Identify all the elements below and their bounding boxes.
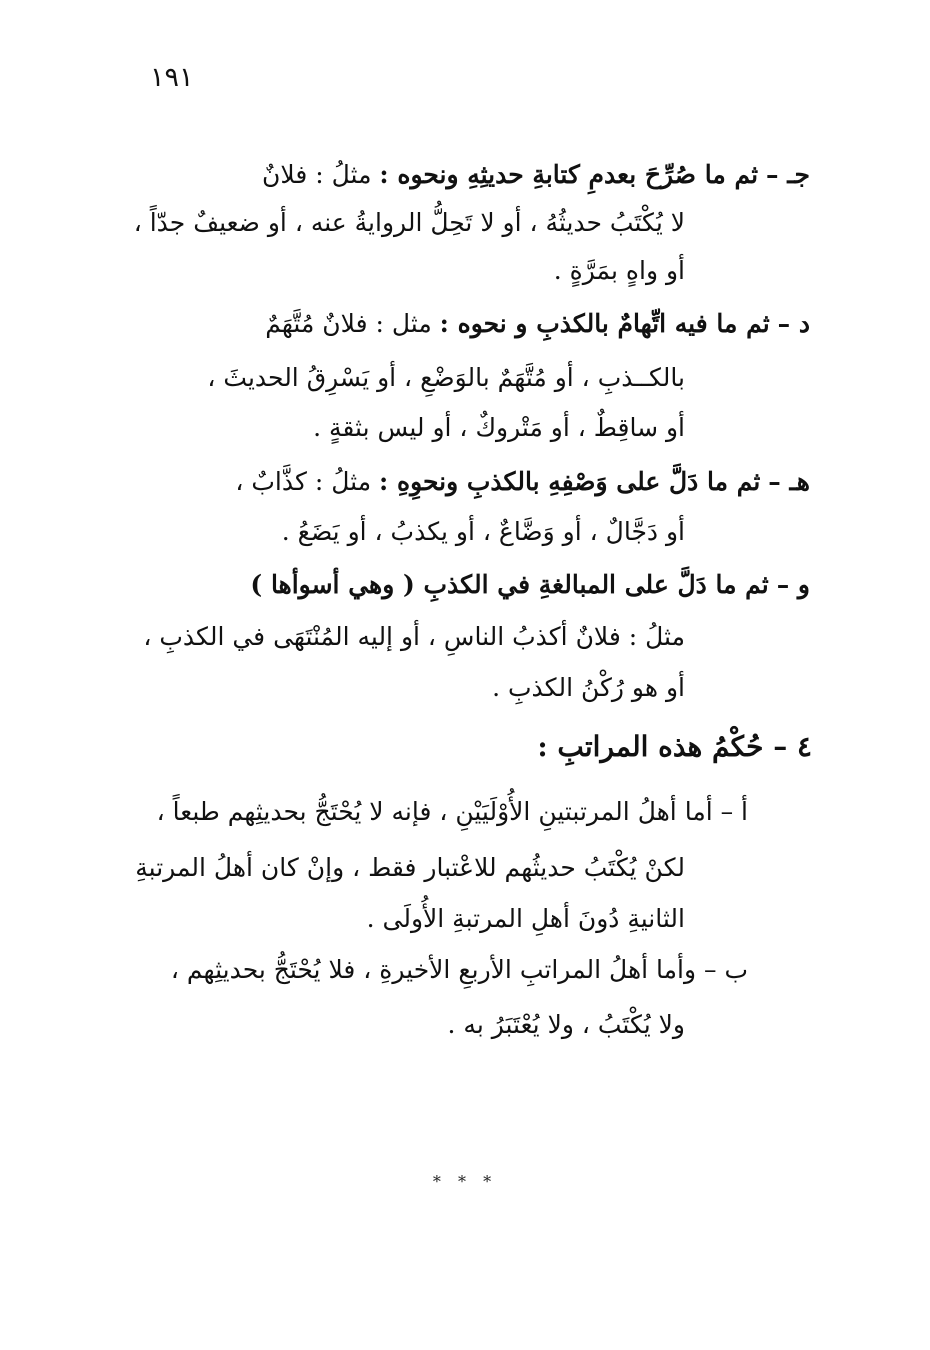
item-rest: مثل : فلانٌ مُتَّهَمٌ [265,309,432,338]
item-lead: ثم ما صُرِّحَ بعدمِ كتابةِ حديثِهِ ونحوه : [379,160,759,189]
ruling-line: ولا يُكْتَبُ ، ولا يُعْتَبَرُ به . [447,1010,685,1039]
item-line-jim [262,158,810,192]
item-line-waw [250,568,810,602]
ruling-line: ب – وأما أهلُ المراتبِ الأربعِ الأخيرةِ ، فلا يُحْتَجُّ بحديثِهم ، [170,955,748,984]
section-heading: ٤ – حُكْمُ هذه المراتبِ : [537,730,812,763]
item-continuation: بالكــذبِ ، أو مُتَّهَمٌ بالوَضْعِ ، أو يَسْرِقُ الحديثَ ، [207,363,685,392]
item-line-dal [265,307,810,341]
ruling-line: أ – أما أهلُ المرتبتينِ الأُوْلَيَيْنِ ، فإنه لا يُحْتَجُّ بحديثِهم طبعاً ، [156,797,748,826]
item-continuation: لا يُكْتَبُ حديثُهُ ، أو لا تَحِلُّ الروايةُ عنه ، أو ضعيفٌ جدّاً ، [133,208,685,237]
item-marker: و – [776,570,810,599]
item-lead: ثم ما دَلَّ على المبالغةِ في الكذبِ ( وهي أسوأها ) [250,570,769,599]
item-rest: مثلُ : كذَّابٌ ، [235,467,372,496]
page-number: ١٩١ [150,62,194,93]
item-continuation: أو واهٍ بمَرَّةٍ . [553,256,685,285]
item-lead: ثم ما فيه اتِّهامٌ بالكذبِ و نحوه : [439,309,770,338]
item-line-ha [235,465,810,499]
item-rest: مثلُ : فلانٌ [262,160,372,189]
item-continuation: أو دَجَّالٌ ، أو وَضَّاعٌ ، أو يكذبُ ، أو يَضَعُ . [281,517,685,546]
item-marker: جـ – [766,160,810,189]
item-continuation: أو ساقِطٌ ، أو مَتْروكٌ ، أو ليس بثقةٍ . [313,413,685,442]
ruling-line: لكنْ يُكْتَبُ حديثُهم للاعْتبار فقط ، وإنْ كان أهلُ المرتبةِ [135,853,685,882]
ruling-line: الثانيةِ دُونَ أهلِ المرتبةِ الأُولَى . [366,904,685,933]
item-continuation: أو هو رُكْنُ الكذبِ . [492,673,685,702]
item-continuation: مثلُ : فلانٌ أكذبُ الناسِ ، أو إليه المُنْتَهَى في الكذبِ ، [143,622,685,651]
item-marker: هـ – [768,467,810,496]
section-separator: * * * [432,1172,498,1191]
item-lead: ثم ما دَلَّ على وَصْفِهِ بالكذبِ ونحوِهِ : [379,467,761,496]
item-marker: د – [777,309,810,338]
